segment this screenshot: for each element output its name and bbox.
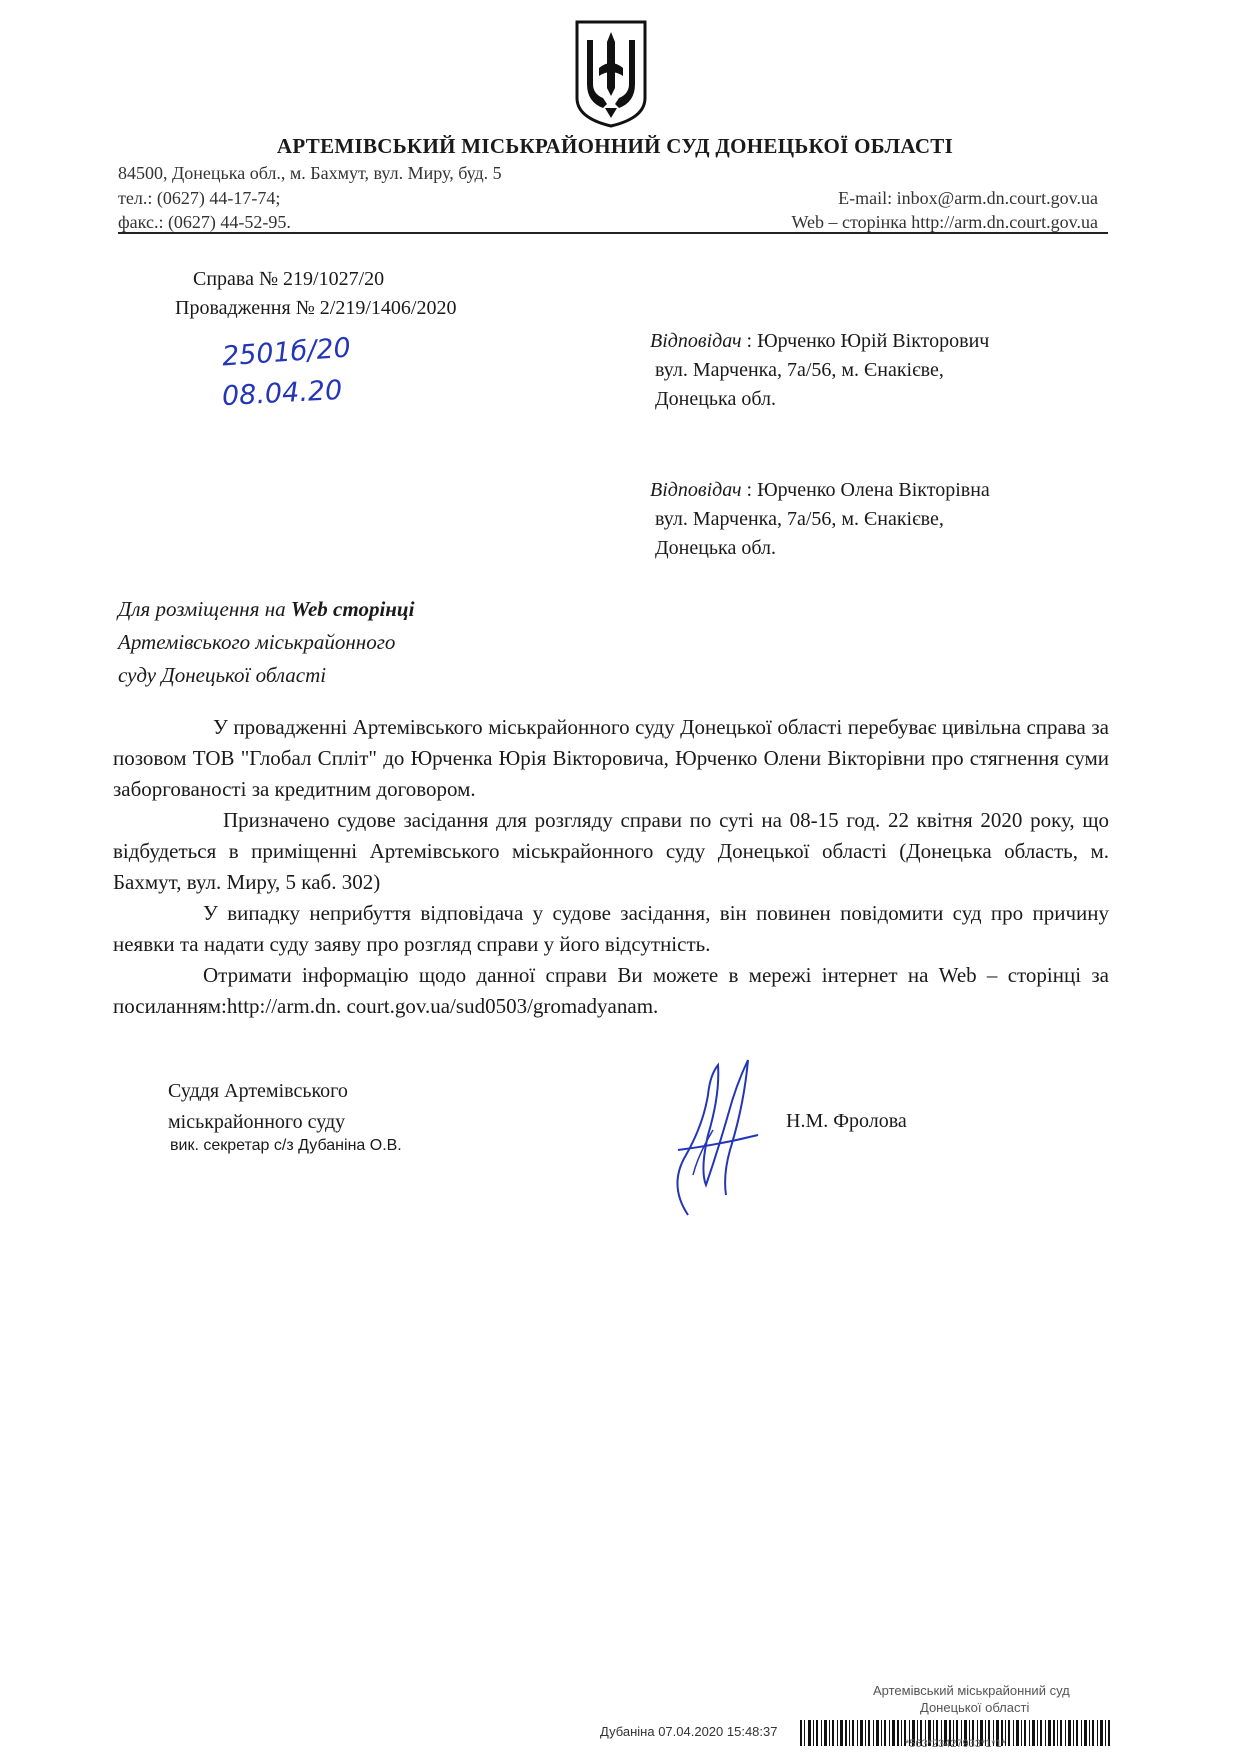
case-number: Справа № 219/1027/20 (193, 268, 385, 290)
coat-of-arms-emblem (573, 18, 649, 130)
operator-timestamp: Дубаніна 07.04.2020 15:48:37 (600, 1724, 778, 1739)
body-paragraph: Призначено судове засідання для розгляду справи по суті на 08-15 год. 22 квітня 2020 року, що відбудеться в приміщенні Артемівського міськрайонного суду Донецької області (Донецька область, м. Бахмут, вул. Миру, 5 каб. 302) (113, 808, 1109, 894)
secretary-line: вик. секретар с/з Дубаніна О.В. (170, 1137, 402, 1154)
proceeding-number: Провадження № 2/219/1406/2020 (175, 297, 457, 319)
web-publication-note (118, 593, 414, 692)
handwritten-signature (648, 1055, 768, 1220)
barcode-number: *563*23427933*1*1* (905, 1738, 1006, 1750)
court-name-heading: АРТЕМІВСЬКИЙ МІСЬКРАЙОННИЙ СУД ДОНЕЦЬКОЇ ОБЛАСТІ (276, 134, 954, 158)
defendant-address-block (650, 476, 990, 563)
defendant-region: Донецька обл. (655, 388, 776, 410)
court-address: 84500, Донецька обл., м. Бахмут, вул. Миру, буд. 5 (118, 163, 502, 183)
defendant-region: Донецька обл. (655, 537, 776, 559)
defendant-role: Відповідач (650, 479, 742, 501)
judge-title (168, 1076, 348, 1138)
defendant-name: : Юрченко Юрій Вікторович (746, 330, 990, 352)
handwritten-registration-date: 08.04.20 (221, 374, 343, 413)
body-paragraph: У випадку неприбуття відповідача у судове засідання, він повинен повідомити суд про причину неявки та надати суду заяву про розгляд справи у його відсутність. (113, 901, 1109, 956)
handwritten-registration-number: 2501б/20 (221, 332, 352, 373)
judge-title-line2: міськрайонного суду (168, 1111, 346, 1133)
judge-title-line1: Суддя Артемівського (168, 1080, 348, 1102)
defendant-street: вул. Марченка, 7а/56, м. Єнакієве, (655, 508, 944, 530)
web-note-bold: Web сторінці (290, 597, 415, 621)
court-phone: тел.: (0627) 44-17-74; (118, 188, 281, 208)
header-divider (118, 232, 1108, 234)
defendant-address-block (650, 327, 989, 414)
body-paragraph: У провадженні Артемівського міськрайонного суду Донецької області перебуває цивільна справа за позовом ТОВ "Глобал Спліт" до Юрченка Юрія Вікторовича, Юрченко Олени Вікторівни про стягнення суми заборгованості за кредитним договором. (113, 715, 1109, 801)
court-stamp-region: Донецької області (920, 1700, 1030, 1715)
web-note-prefix: Для розміщення на (118, 597, 286, 621)
web-note-line2: Артемівського міськрайонного (118, 630, 396, 654)
defendant-name: : Юрченко Олена Вікторівна (746, 479, 990, 501)
defendant-role: Відповідач (650, 330, 742, 352)
judge-name: Н.М. Фролова (786, 1110, 907, 1132)
defendant-street: вул. Марченка, 7а/56, м. Єнакієве, (655, 359, 944, 381)
court-email: E-mail: inbox@arm.dn.court.gov.ua (838, 188, 1098, 208)
notice-body (113, 712, 1109, 1022)
body-paragraph: Отримати інформацію щодо данної справи Ви можете в мережі інтернет на Web – сторінці за посиланням:http://arm.dn. court.gov.ua/sud0503/gromadyanam. (113, 963, 1109, 1018)
court-fax: факс.: (0627) 44-52-95. (118, 212, 291, 232)
court-stamp-text: Артемівський міськрайонний суд (873, 1683, 1070, 1698)
court-web: Web – сторінка http://arm.dn.court.gov.ua (791, 212, 1098, 232)
web-note-line3: суду Донецької області (118, 663, 327, 687)
